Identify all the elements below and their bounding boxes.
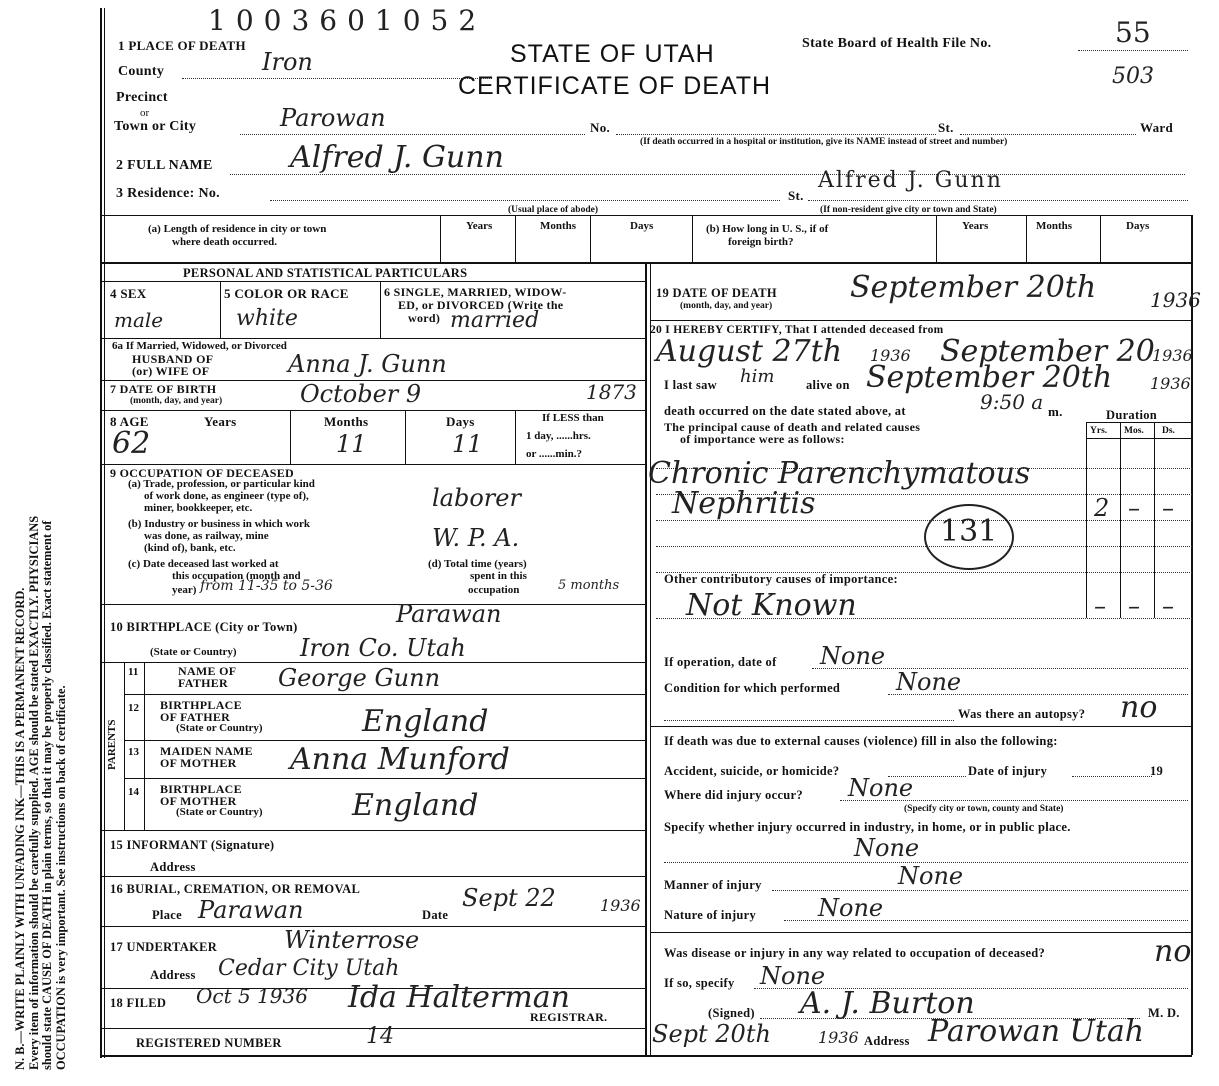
- signed-value: A. J. Burton: [800, 986, 975, 1021]
- birthplace-label: 10 BIRTHPLACE (City or Town): [110, 620, 298, 634]
- certificate-title: CERTIFICATE OF DEATH: [458, 72, 772, 100]
- burial-date-label: Date: [422, 908, 449, 922]
- form-right-border: [1191, 215, 1193, 1055]
- dob-label-b: (month, day, and year): [130, 396, 223, 406]
- row12-bottom: [124, 740, 645, 741]
- if-so-label: If so, specify: [664, 976, 735, 990]
- occ-d3: occupation: [468, 584, 520, 596]
- marital-label-c: word): [408, 311, 441, 325]
- n12: 12: [128, 702, 139, 714]
- regno-label: REGISTERED NUMBER: [136, 1036, 282, 1050]
- or-label: or: [140, 107, 150, 119]
- alive-on-label: alive on: [806, 378, 850, 392]
- attended-to-value: September 20: [940, 334, 1155, 369]
- spouse-value: Anna J. Gunn: [288, 350, 447, 378]
- board-file-line: [1078, 50, 1188, 51]
- board-file-number: 55: [1115, 16, 1151, 49]
- hospital-note: (If death occurred in a hospital or institution, give its NAME instead of street and number): [640, 137, 1008, 147]
- where-label: Where did injury occur?: [664, 788, 803, 802]
- marital-value: married: [450, 308, 540, 333]
- duration-header-bottom: [1086, 438, 1192, 439]
- nature-value: None: [818, 894, 884, 922]
- age-days-label: Days: [446, 414, 475, 429]
- dur-ds-value: –: [1162, 494, 1174, 522]
- county-line: [182, 78, 492, 79]
- father-value: George Gunn: [278, 664, 441, 692]
- certify-label: 20 I HEREBY CERTIFY, That I attended deceased from: [650, 324, 944, 336]
- occ-b2: was done, as railway, mine: [144, 530, 269, 542]
- undertaker-value: Winterrose: [284, 926, 420, 954]
- manner-value: None: [898, 862, 964, 890]
- age-col-2: [405, 410, 406, 465]
- row14-bottom: [102, 830, 645, 831]
- last-saw-him: him: [740, 366, 775, 387]
- contrib-line: [656, 618, 1192, 619]
- row19-bottom: [650, 320, 1192, 321]
- m-label: m.: [1048, 404, 1063, 419]
- signed-label: (Signed): [708, 1006, 755, 1020]
- where-value: None: [848, 774, 914, 802]
- cause-label-b: of importance were as follows:: [680, 432, 845, 446]
- informant-label: 15 INFORMANT (Signature): [110, 838, 275, 852]
- industry-value: W. P. A.: [432, 524, 520, 552]
- row10-bottom: [102, 662, 645, 663]
- mother-birthplace-value: England: [352, 788, 479, 823]
- manner-label: Manner of injury: [664, 878, 762, 892]
- registrar-signature: Ida Halterman: [348, 980, 570, 1015]
- age-col-1: [290, 410, 291, 465]
- accident-label: Accident, suicide, or homicide?: [664, 764, 840, 778]
- contrib-label: Other contributory causes of importance:: [664, 572, 898, 586]
- last-worked-value: from 11-35 to 5-36: [200, 578, 333, 594]
- n13: 13: [128, 746, 139, 758]
- burial-date-value: Sept 22: [462, 884, 556, 912]
- side-line-3: should state CAUSE OF DEATH in plain terms, so that it may be properly classified. Exact statement of: [40, 520, 54, 1070]
- row13-bottom: [124, 778, 645, 779]
- street-no-label: No.: [590, 120, 611, 135]
- center-divider: [645, 262, 647, 1056]
- form-left-border: [100, 8, 102, 1058]
- last-saw-year: 1936: [1150, 374, 1191, 393]
- last-saw-value: September 20th: [866, 360, 1113, 395]
- injury-date-label: Date of injury: [968, 764, 1048, 778]
- autopsy-value: no: [1120, 690, 1158, 725]
- dur-mos-label: Mos.: [1124, 426, 1144, 436]
- row4-col-a: [220, 282, 221, 339]
- occ-c1: (c) Date deceased last worked at: [128, 558, 279, 570]
- occ-d2: spent in this: [470, 570, 527, 582]
- duration-box-top: [1086, 422, 1192, 423]
- condition-label: Condition for which performed: [664, 681, 841, 695]
- attended-from-year: 1936: [870, 346, 911, 365]
- street-st-line: [960, 134, 1136, 135]
- dod-value: September 20th: [850, 270, 1097, 305]
- full-name-label: 2 FULL NAME: [116, 158, 213, 173]
- us-label-a: (b) How long in U. S., if of: [706, 223, 829, 235]
- manner-line: [772, 890, 1188, 891]
- side-line-2: Every item of information should be carefully supplied. AGE should be stated EXACTLY. PHYSICIANS: [26, 515, 41, 1070]
- form-left-border-inner: [104, 8, 105, 1058]
- father-bp-a: BIRTHPLACE: [160, 698, 242, 712]
- dur-ds-label: Ds.: [1162, 426, 1175, 436]
- dob-value: October 9: [300, 380, 422, 408]
- residence-line-2: [808, 200, 1188, 201]
- father-birthplace-value: England: [362, 704, 489, 739]
- age-years-value: 62: [112, 426, 151, 461]
- spouse-label-c: (or) WIFE OF: [132, 364, 210, 378]
- usual-note: (Usual place of abode): [508, 205, 598, 215]
- us-months: Months: [1036, 220, 1073, 232]
- cause-1-value: Chronic Parenchymatous: [648, 456, 1031, 491]
- place-of-death-label: 1 PLACE OF DEATH: [118, 38, 246, 53]
- burial-place-value: Parawan: [198, 896, 304, 924]
- contrib-dur-mos: –: [1128, 592, 1140, 620]
- street-no-line: [616, 134, 936, 135]
- us-col-1: [936, 215, 937, 262]
- occupation-label: 9 OCCUPATION OF DECEASED: [110, 466, 294, 480]
- age-col-3: [515, 410, 516, 465]
- last-saw-label: I last saw: [664, 378, 718, 392]
- occ-b3: (kind of), bank, etc.: [144, 542, 236, 554]
- less-label-a: If LESS than: [542, 412, 604, 424]
- county-label: County: [118, 64, 165, 79]
- residence-box-top: [102, 215, 1192, 216]
- mother-bp-b: OF MOTHER: [160, 794, 237, 808]
- less-label-c: or ......min.?: [526, 448, 583, 460]
- sign-address-label: Address: [864, 1034, 910, 1048]
- where-note: (Specify city or town, county and State): [904, 804, 1064, 814]
- row7-bottom: [102, 410, 645, 411]
- specify-label: Specify whether injury occurred in industry, in home, or in public place.: [664, 820, 1071, 834]
- occ-d1: (d) Total time (years): [428, 558, 527, 570]
- us-label-b: foreign birth?: [728, 236, 794, 248]
- specify-value: None: [854, 834, 920, 862]
- personal-section-title: PERSONAL AND STATISTICAL PARTICULARS: [183, 266, 468, 280]
- undertaker-label: 17 UNDERTAKER: [110, 940, 218, 954]
- res-col-3: [590, 215, 591, 262]
- md-label: M. D.: [1148, 1006, 1180, 1020]
- parents-label: PARENTS: [106, 719, 118, 770]
- operation-line: [812, 668, 1188, 669]
- mother-bp-c: (State or Country): [176, 806, 263, 818]
- mother-bp-a: BIRTHPLACE: [160, 782, 242, 796]
- dod-label-a: 19 DATE OF DEATH: [656, 286, 777, 300]
- num-col: [144, 662, 145, 830]
- nature-label: Nature of injury: [664, 908, 757, 922]
- us-col-3: [1100, 215, 1101, 262]
- contrib-value: Not Known: [686, 588, 857, 623]
- street-st-label: St.: [938, 120, 954, 135]
- regno-value: 14: [366, 1024, 394, 1049]
- town-value: Parowan: [280, 104, 386, 132]
- father-bp-c: (State or Country): [176, 722, 263, 734]
- undertaker-address-label: Address: [150, 968, 196, 982]
- external-label: If death was due to external causes (violence) fill in also the following:: [664, 734, 1058, 748]
- attended-from-value: August 27th: [656, 334, 843, 369]
- occupation-value: laborer: [432, 484, 521, 512]
- autopsy-line: [664, 720, 954, 721]
- res-months: Months: [540, 220, 577, 232]
- dur-yrs-label: Yrs.: [1090, 426, 1108, 436]
- operation-label: If operation, date of: [664, 655, 777, 669]
- death-occurred-label: death occurred on the date stated above, at: [664, 404, 906, 418]
- row15-bottom: [102, 876, 645, 877]
- row8-bottom: [102, 464, 645, 465]
- precinct-label: Precinct: [116, 90, 168, 105]
- local-number: 503: [1112, 64, 1154, 89]
- total-time-value: 5 months: [558, 578, 620, 593]
- sign-year-value: 1936: [818, 1028, 859, 1047]
- burial-year-value: 1936: [600, 896, 641, 915]
- res-days: Days: [630, 220, 654, 232]
- dob-label-a: 7 DATE OF BIRTH: [110, 382, 217, 396]
- res-col-2: [515, 215, 516, 262]
- n14: 14: [128, 786, 139, 798]
- autopsy-bottom: [650, 726, 1192, 727]
- dod-label-b: (month, day, and year): [680, 301, 773, 311]
- res-years: Years: [466, 220, 493, 232]
- spouse-label-b: HUSBAND OF: [132, 352, 214, 366]
- injury-year-prefix: 19: [1150, 764, 1164, 778]
- nature-bottom: [650, 932, 1192, 933]
- residence-label: 3 Residence: No.: [116, 186, 220, 201]
- burial-place-label: Place: [152, 908, 182, 922]
- color-label: 5 COLOR OR RACE: [224, 286, 349, 301]
- section-title-underline: [102, 281, 645, 282]
- occ-related-label: Was disease or injury in any way related to occupation of deceased?: [664, 946, 1046, 960]
- father-label-a: NAME OF: [178, 664, 237, 678]
- residence-st-label: St.: [788, 188, 804, 203]
- n11: 11: [128, 666, 139, 678]
- mother-label-b: OF MOTHER: [160, 756, 237, 770]
- length-label-a: (a) Length of residence in city or town: [148, 223, 327, 235]
- cause-line-4: [656, 546, 1192, 547]
- county-value: Iron: [262, 48, 313, 76]
- residence-value: Alfred J. Gunn: [818, 168, 1003, 193]
- dur-mos-value: –: [1128, 494, 1140, 522]
- attended-to-year: 1936: [1152, 346, 1193, 365]
- residence-line: [270, 200, 780, 201]
- form-bottom-border: [102, 1055, 1192, 1057]
- injury-date-line: [1072, 776, 1152, 777]
- birthplace-city-value: Parawan: [396, 600, 502, 628]
- parents-col: [124, 662, 125, 830]
- occ-b1: (b) Industry or business in which work: [128, 518, 310, 530]
- occ-c3: year): [172, 584, 197, 596]
- age-label: 8 AGE: [110, 414, 149, 429]
- full-name-line: [230, 174, 1185, 175]
- dur-yrs-value: 2: [1094, 494, 1110, 522]
- town-label: Town or City: [114, 119, 197, 134]
- us-days: Days: [1126, 220, 1150, 232]
- contrib-dur-ds: –: [1162, 592, 1174, 620]
- autopsy-label: Was there an autopsy?: [958, 707, 1086, 721]
- registrar-label: REGISTRAR.: [530, 1010, 608, 1024]
- row4-col-b: [380, 282, 381, 339]
- spouse-label-a: 6a If Married, Widowed, or Divorced: [112, 340, 287, 352]
- burial-label: 16 BURIAL, CREMATION, OR REMOVAL: [110, 882, 361, 896]
- if-so-value: None: [760, 962, 826, 990]
- res-col-4: [692, 215, 693, 262]
- informant-address-label: Address: [150, 860, 196, 874]
- contrib-dur-yrs: –: [1094, 592, 1106, 620]
- sign-address-value: Parowan Utah: [928, 1014, 1145, 1049]
- section-top-line: [102, 262, 1192, 264]
- occ-related-value: no: [1154, 934, 1192, 969]
- occ-a2: of work done, as engineer (type of),: [144, 490, 309, 502]
- cause-label-a: The principal cause of death and related causes: [664, 420, 921, 434]
- undertaker-address-value: Cedar City Utah: [218, 956, 400, 981]
- duration-label: Duration: [1106, 408, 1158, 422]
- cause-code-value: 131: [940, 514, 998, 549]
- board-file-label: State Board of Health File No.: [802, 36, 992, 51]
- side-line-4: OCCUPATION is very important. See instructions on back of certificate.: [53, 685, 68, 1070]
- marital-label-b: ED, or DIVORCED (Write the: [398, 298, 564, 312]
- us-col-2: [1026, 215, 1027, 262]
- birthplace-state-value: Iron Co. Utah: [300, 634, 466, 662]
- operation-value: None: [820, 642, 886, 670]
- sex-value: male: [114, 308, 164, 332]
- filed-label: 18 FILED: [110, 996, 167, 1010]
- age-months-label: Months: [324, 414, 369, 429]
- father-bp-b: OF FATHER: [160, 710, 231, 724]
- us-years: Years: [962, 220, 989, 232]
- mother-label-a: MAIDEN NAME: [160, 744, 253, 758]
- less-label-b: 1 day, ......hrs.: [526, 430, 591, 442]
- row4-bottom: [102, 338, 645, 339]
- where-line: [840, 800, 1188, 801]
- row11-bottom: [124, 694, 645, 695]
- mother-value: Anna Munford: [290, 742, 510, 777]
- time-value: 9:50 a: [980, 390, 1044, 414]
- side-line-1: N. B.—WRITE PLAINLY WITH UNFADING INK—THIS IS A PERMANENT RECORD.: [13, 587, 27, 1070]
- filed-date-value: Oct 5 1936: [196, 984, 308, 1008]
- color-value: white: [236, 306, 298, 331]
- center-divider-2: [650, 262, 651, 1056]
- cause-2-value: Nephritis: [672, 486, 816, 521]
- condition-value: None: [896, 668, 962, 696]
- town-line: [240, 134, 585, 135]
- age-years-label: Years: [204, 414, 237, 429]
- full-name-value: Alfred J. Gunn: [290, 140, 504, 175]
- nature-line: [784, 920, 1188, 921]
- side-instructions: [14, 10, 68, 1070]
- res-col-1: [440, 215, 441, 262]
- dob-year: 1873: [586, 380, 637, 404]
- marital-label-a: 6 SINGLE, MARRIED, WIDOW-: [384, 285, 567, 299]
- sign-date-value: Sept 20th: [652, 1020, 771, 1048]
- state-title: STATE OF UTAH: [510, 40, 715, 68]
- sex-label: 4 SEX: [110, 286, 147, 301]
- serial-number: 1003601052: [208, 4, 487, 37]
- ward-label: Ward: [1140, 120, 1173, 135]
- row9-bottom: [102, 604, 645, 605]
- age-days-value: 11: [452, 430, 483, 458]
- birthplace-state-label: (State or Country): [150, 646, 237, 658]
- dod-year: 1936: [1150, 288, 1201, 312]
- length-label-b: where death occurred.: [172, 236, 277, 248]
- occ-a1: (a) Trade, profession, or particular kind: [128, 478, 315, 490]
- occ-c2: this occupation (month and: [172, 570, 301, 582]
- nonres-note: (If non-resident give city or town and State): [820, 205, 997, 215]
- occ-a3: miner, bookkeeper, etc.: [144, 502, 253, 514]
- father-label-b: FATHER: [178, 676, 229, 690]
- age-months-value: 11: [336, 430, 367, 458]
